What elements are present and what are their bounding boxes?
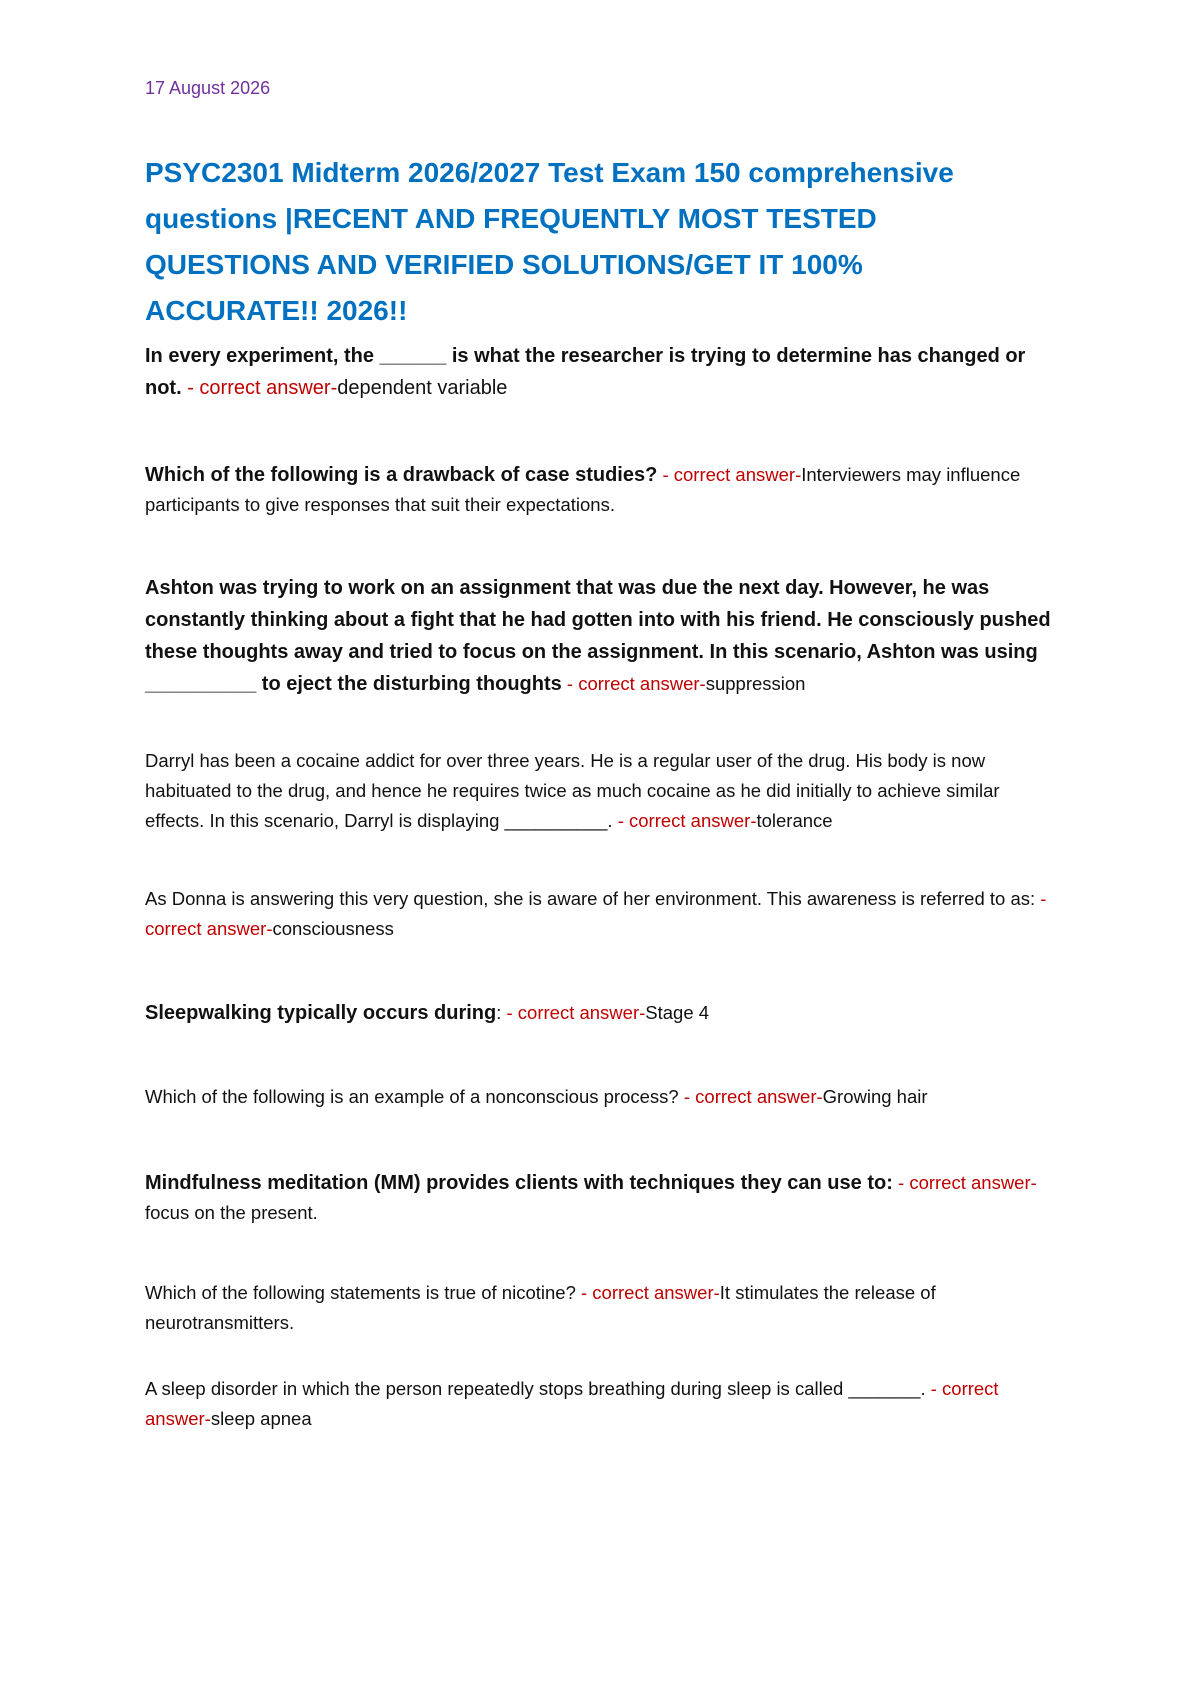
question-text: A sleep disorder in which the person repeatedly stops breathing during sleep is called _______. [145, 1378, 926, 1399]
question-text: As Donna is answering this very question, she is aware of her environment. This awareness is referred to as: [145, 888, 1036, 909]
answer-separator: - correct answer- [678, 1086, 823, 1107]
answer-separator: - correct answer- [145, 888, 1047, 939]
qa-item [145, 1278, 1060, 1338]
qa-item [145, 1082, 1060, 1112]
qa-item [145, 746, 1060, 836]
answer-separator: - correct answer- [612, 810, 757, 831]
question-text: Which of the following is an example of a nonconscious process? [145, 1086, 679, 1107]
qa-item [145, 1168, 1060, 1228]
answer-separator: - correct answer- [892, 1172, 1037, 1193]
question-text: Darryl has been a cocaine addict for over three years. He is a regular user of the drug. His body is now habituated to the drug, and hence he requires twice as much cocaine as he did initially to achieve similar effects. In this scenario, Darryl is displaying __________. [145, 750, 1000, 831]
qa-item [145, 572, 1060, 700]
qa-item [145, 340, 1060, 404]
question-text: In every experiment, the ______ is what the researcher is trying to determine has changed or not. [145, 345, 1026, 399]
answer-separator: - correct answer- [181, 377, 338, 399]
question-text: Mindfulness meditation (MM) provides clients with techniques they can use to: [145, 1172, 893, 1194]
answer-text: Growing hair [822, 1086, 928, 1107]
question-text: Which of the following is a drawback of case studies? [145, 464, 658, 486]
question-text: Which of the following statements is true of nicotine? [145, 1282, 576, 1303]
answer-text: focus on the present. [145, 1202, 318, 1223]
answer-text: Stage 4 [645, 1002, 710, 1023]
answer-text: dependent variable [337, 377, 508, 399]
document-date: 17 August 2026 [145, 78, 271, 98]
answer-text: It stimulates the release of neurotransmitters. [145, 1282, 936, 1333]
answer-separator: - correct answer- [561, 673, 706, 694]
answer-text: sleep apnea [210, 1408, 312, 1429]
qa-item [145, 460, 1060, 520]
answer-separator: - correct answer- [501, 1002, 646, 1023]
qa-item [145, 1374, 1060, 1434]
document-title: PSYC2301 Midterm 2026/2027 Test Exam 150 comprehensive questions |RECENT AND FREQUENTLY MOST TESTED QUESTIONS AND VERIFIED SOLUTIONS/GET IT 100% ACCURATE!! 2026!! [145, 157, 954, 326]
answer-text: consciousness [272, 918, 394, 939]
answer-separator: - correct answer- [145, 1378, 999, 1429]
answer-separator: - correct answer- [657, 464, 802, 485]
answer-text: suppression [705, 673, 806, 694]
answer-text: Interviewers may influence participants to give responses that suit their expectations. [145, 464, 1021, 515]
qa-item [145, 884, 1060, 944]
answer-separator: - correct answer- [575, 1282, 720, 1303]
qa-item: Sleepwalking typically occurs during: - correct answer-Stage 4 [145, 1002, 710, 1024]
answer-text: tolerance [756, 810, 833, 831]
question-text: Sleepwalking typically occurs during [145, 1002, 497, 1024]
question-text: Ashton was trying to work on an assignment that was due the next day. However, he was constantly thinking about a fight that he had gotten into with his friend. He consciously pushed these thoughts away and tried to focus on the assignment. In this scenario, Ashton was using __________ to eject the disturbing thoughts [145, 577, 1051, 695]
